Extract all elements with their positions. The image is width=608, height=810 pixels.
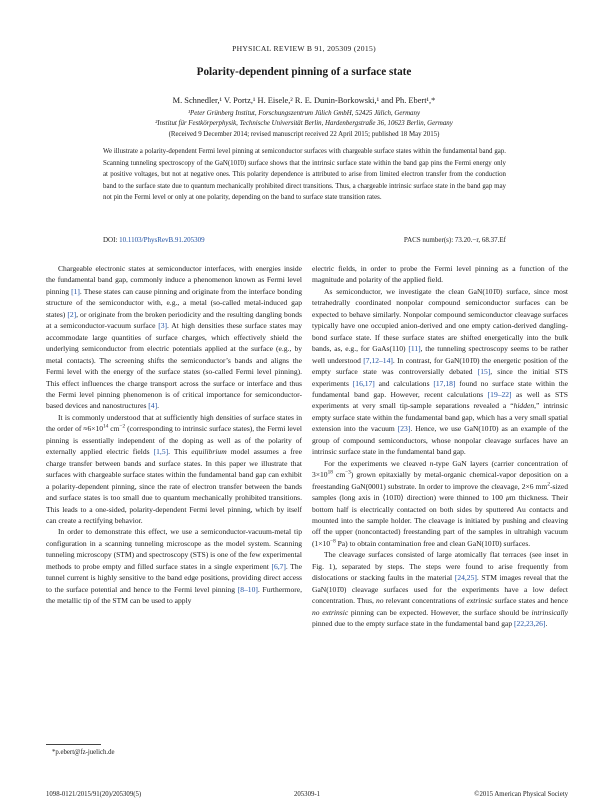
pacs-numbers: PACS number(s): 73.20.−r, 68.37.Ef [403,236,506,244]
corresponding-email[interactable]: *p.ebert@fz-juelich.de [52,749,115,756]
affiliation-2: ²Institut für Festkörperphysik, Technische Universität Berlin, Hardenbergstraße 36, 10623 Berlin, Germany [155,120,453,127]
journal-header: PHYSICAL REVIEW B 91, 205309 (2015) [232,44,376,53]
footer-issn: 1098-0121/2015/91(20)/205309(5) [46,791,142,798]
doi-label: DOI: [103,236,118,244]
paper-title: Polarity-dependent pinning of a surface state [196,66,412,78]
body-column-left: Chargeable electronic states at semiconductor interfaces, with energies inside the fundamental band gap, commonly induce a phenomenon known as Fermi level pinning [1]. These states can cause pinning and originate from the interface bonding structure of the semiconductor with, e.g., a metal (so-called metal-induced gap states) [2], or originate from the broken periodicity and the resulting dangling bonds at a semiconductor-vacuum surface [3]. At high densities these surface states may accommodate large quantities of surface charges, which effectively shield the underlying semiconductor from electric potentials applied at the surface (e.g., by metal contacts). The screening shifts the semiconductor’s bands and aligns the Fermi level with the energy of the surface states (so-called Fermi level pinning). This effect influences the charge transport across the surface or interface and thus the Fermi level pinning phenomenon is of critical importance for semiconductor-based devices and nanostructures [4]. It is commonly understood that at sufficiently high densities of surface states in the order of $\approx 6\times 10^{14}$ $cm^{-2}$ (corresponding to intrinsic surface states), the Fermi level pinning is essentially independent of the doping as well as of the polarity of externally applied electric fields [1,5]. This equilibrium model assumes a free charge transfer between bands and surface states. In this paper we illustrate that surfaces with chargeable surface states within the fundamental band gap can exhibit a polarity-dependent pinning, since the rate of electron transfer between the bands and surface states is too small due to quantum mechanically prohibited transitions. This leads to a one-sided, polarity-dependent Fermi level pinning, which by itself can create a rectifying behavior. In order to demonstrate this effect, we use a semiconductor-vacuum-metal tip configuration in a scanning tunneling microscope as the model system. Scanning tunneling microscopy (STM) and spectroscopy (STS) is one of the few experimental methods to probe empty and filled surface states in a single experiment [6,7]. The tunnel current is highly sensitive to the band edge positions, providing direct access to the surface potential and hence to the Fermi level pinning [8–10]. Furthermore, the metallic tip of the STM can be used to apply [46,264,303,606]
abstract: We illustrate a polarity-dependent Fermi level pinning at semiconductor surfaces with chargeable surface states within the fundamental band gap. Scanning tunneling spectroscopy of the GaN(101̄0) surface shows that the intrinsic surface state within the band gap pins the Fermi energy only at positive voltages, but not at negative ones. This polarity dependence is attributed to arise from limited electron transfer from the conduction band to the surface state due to quantum mechanically prohibited direct transitions. Thus, a chargeable intrinsic surface state in the band gap may not pin the Fermi level or only at one polarity, depending on the band to surface state transition rates. [103,148,506,202]
doi-line [103,236,506,244]
footer-copyright: ©2015 American Physical Society [474,791,568,798]
footer-page-number: 205309-1 [293,791,321,798]
received-dates: (Received 9 December 2014; revised manuscript received 22 April 2015; published 18 May 2015) [168,131,440,138]
affiliation-1: ¹Peter Grünberg Institut, Forschungszentrum Jülich GmbH, 52425 Jülich, Germany [187,110,421,117]
body-column-right: electric fields, in order to probe the Fermi level pinning as a function of the magnitude and polarity of the applied field. As semiconductor, we investigate the clean GaN(101̄0) surface, since most tetrahedrally coordinated nonpolar compound semiconductor surfaces can be expected to behave similarly. Nonpolar compound semiconductor cleavage surfaces typically have one occupied anion-derived and one empty cation-derived dangling-bond surface state. If these surface states are shifted energetically into the bulk bands, as, e.g., for GaAs(110) [11], the tunneling spectroscopy seems to be rather well understood [7,12–14]. In contrast, for GaN(101̄0) the energetic position of the empty surface state was controversially debated [15], since the initial STS experiments [16,17] and calculations [17,18] found no surface state within the fundamental band gap. However, recent calculations [19–22] as well as STS experiments at very small tip-sample separations revealed a “hidden,” intrinsic empty surface state within the fundamental band gap, which has a very small spatial extension into the vacuum [23]. Hence, we use GaN(101̄0) as an example of the group of compound semiconductors, whose nonpolar cleavage surfaces have an intrinsic surface state in the fundamental band gap. For the experiments we cleaved n-type GaN layers (carrier concentration of $3\times 10^{18}$ $cm^{-3}$) grown epitaxially by metal-organic chemical-vapor deposition on a freestanding GaN(0001) substrate. In order to improve the cleavage, 2×6 $mm^2$-sized samples (long axis in ⟨101̄0⟩ direction) were thinned to 100 μm thickness. Their bottom half is electrically contacted on both sides by sputtered Au contacts and mounted into the sample holder. The cleavage is initiated by pushing and cleaving off the upper (noncontacted) freestanding part of the samples in ultrahigh vacuum ($1\times 10^{-8}$ Pa) to obtain contamination free and clean GaN(101̄0) surfaces. The cleavage surfaces consisted of large atomically flat terraces (see inset in Fig. 1), separated by steps. The steps were found to arise frequently from dislocations or stacking faults in the material [24,25]. STM images reveal that the GaN(101̄0) cleavage surfaces used for the experiments have a low defect concentration. Thus, no relevant concentrations of extrinsic surface states and hence no extrinsic pinning can be expected. However, the surface should be intrinsically pinned due to the empty surface state in the fundamental band gap [22,23,26]. [312,264,569,629]
author-list: M. Schnedler,¹ V. Portz,¹ H. Eisele,² R. E. Dunin-Borkowski,¹ and Ph. Ebert¹,* [172,96,436,105]
doi-link[interactable]: 10.1103/PhysRevB.91.205309 [119,236,205,244]
footnote-rule [46,744,101,745]
